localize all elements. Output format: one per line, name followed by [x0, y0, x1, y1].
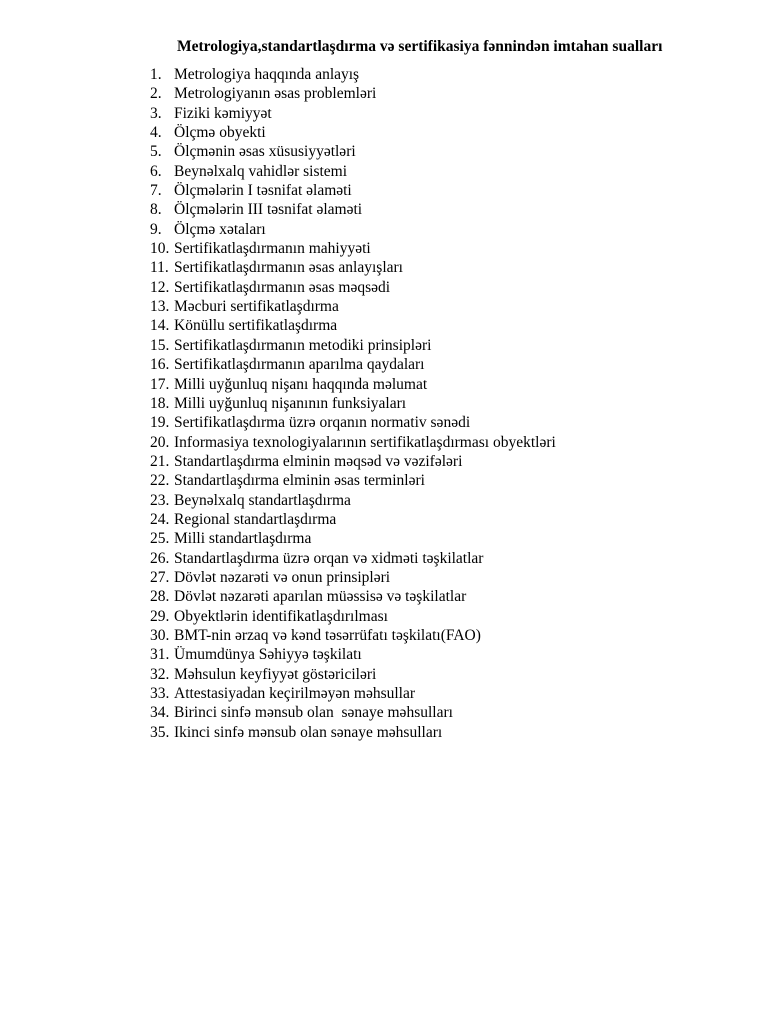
question-number: 29. [150, 607, 170, 625]
question-item [150, 413, 556, 432]
question-item [150, 104, 556, 123]
question-text: Məcburi sertifikatlaşdırma [174, 298, 339, 316]
question-number: 33. [150, 685, 170, 702]
question-text: Standartlaşdırma elminin əsas terminləri [174, 472, 425, 490]
question-text: Könüllu sertifikatlaşdırma [174, 317, 338, 335]
question-text: Beynəlxalq vahidlər sistemi [174, 162, 348, 180]
question-number: 27. [150, 568, 170, 586]
question-item [150, 84, 556, 103]
question-item [150, 200, 556, 219]
question-item [150, 645, 556, 664]
question-item [150, 162, 556, 181]
question-number: 28. [150, 588, 170, 606]
question-item [150, 433, 556, 452]
question-text: Sertifikatlaşdırmanın mahiyyəti [174, 240, 371, 258]
question-text: Metrologiyanın əsas problemləri [174, 85, 377, 103]
page-title: Metrologiya,standartlaşdırma və sertifikasiya fənnindən imtahan sualları [177, 38, 663, 55]
question-item [150, 297, 556, 316]
question-number: 10. [150, 240, 170, 258]
question-text: Standartlaşdırma elminin məqsəd və vəzifələri [174, 452, 463, 470]
question-number: 12. [150, 278, 170, 296]
question-item [150, 336, 556, 355]
question-item [150, 607, 556, 626]
question-number: 25. [150, 530, 170, 548]
question-number: 15. [150, 336, 170, 354]
question-number: 16. [150, 356, 170, 374]
question-text: Ölçmə xətaları [174, 220, 266, 238]
question-number: 24. [150, 510, 170, 528]
question-text: Milli uyğunluq nişanının funksiyaları [174, 394, 407, 412]
question-item [150, 684, 556, 703]
question-text: Attestasiyadan keçirilməyən məhsullar [174, 685, 416, 702]
question-number: 6. [150, 162, 162, 180]
question-text: Ümumdünya Səhiyyə təşkilatı [174, 646, 362, 664]
question-item [150, 258, 556, 277]
question-text: Ölçmələrin I təsnifat əlaməti [174, 182, 352, 200]
question-item [150, 375, 556, 394]
question-text: Sertifikatlaşdırmanın metodiki prinsipləri [174, 336, 432, 354]
question-item [150, 452, 556, 471]
question-text: Birinci sinfə mənsub olan sənaye məhsulları [174, 704, 453, 722]
question-number: 21. [150, 452, 170, 470]
question-text: Beynəlxalq standartlaşdırma [174, 491, 351, 509]
question-item [150, 142, 556, 161]
question-item [150, 665, 556, 684]
question-number: 9. [150, 220, 162, 238]
question-item [150, 723, 556, 742]
question-text: Milli standartlaşdırma [174, 530, 312, 548]
question-text: Sertifikatlaşdırmanın əsas anlayışları [174, 259, 403, 277]
question-item [150, 510, 556, 529]
question-number: 5. [150, 143, 162, 161]
question-number: 31. [150, 646, 170, 664]
question-number: 11. [150, 259, 169, 277]
question-number: 18. [150, 394, 170, 412]
question-number: 23. [150, 491, 170, 509]
question-number: 35. [150, 723, 170, 741]
question-item [150, 549, 556, 568]
question-item [150, 278, 556, 297]
question-text: Ölçmənin əsas xüsusiyyətləri [174, 143, 356, 161]
question-text: Sertifikatlaşdırmanın əsas məqsədi [174, 278, 391, 296]
question-item [150, 491, 556, 510]
question-number: 8. [150, 201, 162, 219]
question-number: 2. [150, 85, 162, 103]
question-text: Dövlət nəzarəti və onun prinsipləri [174, 568, 391, 586]
question-number: 13. [150, 298, 170, 316]
question-text: Ölçmə obyekti [174, 124, 266, 142]
question-item [150, 626, 556, 645]
question-text: Obyektlərin identifikatlaşdırılması [174, 607, 388, 625]
question-number: 26. [150, 549, 170, 567]
question-number: 17. [150, 375, 170, 393]
question-number: 7. [150, 182, 162, 200]
question-text: Məhsulun keyfiyyət göstəriciləri [174, 665, 377, 683]
question-number: 1. [150, 66, 162, 83]
question-item [150, 65, 556, 84]
question-number: 32. [150, 665, 170, 683]
question-text: Standartlaşdırma üzrə orqan və xidməti təşkilatlar [174, 549, 484, 567]
question-text: Sertifikatlaşdırma üzrə orqanın normativ sənədi [174, 414, 471, 432]
question-number: 20. [150, 433, 170, 451]
question-item [150, 220, 556, 239]
question-item [150, 587, 556, 606]
question-text: Regional standartlaşdırma [174, 510, 337, 528]
question-number: 3. [150, 104, 162, 122]
question-item [150, 316, 556, 335]
question-text: Dövlət nəzarəti aparılan müəssisə və təşkilatlar [174, 588, 467, 606]
question-item [150, 568, 556, 587]
question-text: Informasiya texnologiyalarının sertifikatlaşdırması obyektləri [174, 433, 556, 451]
question-text: Milli uyğunluq nişanı haqqında məlumat [174, 375, 428, 393]
question-number: 14. [150, 317, 170, 335]
question-item [150, 703, 556, 722]
question-item [150, 471, 556, 490]
question-item [150, 239, 556, 258]
question-text: Metrologiya haqqında anlayış [174, 66, 360, 83]
question-text: Ölçmələrin III təsnifat əlaməti [174, 201, 363, 219]
question-item [150, 355, 556, 374]
question-number: 19. [150, 414, 170, 432]
question-number: 4. [150, 124, 162, 142]
question-number: 34. [150, 704, 170, 722]
question-item [150, 529, 556, 548]
question-item [150, 181, 556, 200]
question-text: Ikinci sinfə mənsub olan sənaye məhsulları [174, 723, 443, 741]
question-number: 30. [150, 626, 170, 644]
question-number: 22. [150, 472, 170, 490]
question-text: BMT-nin ərzaq və kənd təsərrüfatı təşkilatı(FAO) [174, 626, 481, 644]
question-list [150, 65, 556, 742]
question-item [150, 394, 556, 413]
question-text: Sertifikatlaşdırmanın aparılma qaydaları [174, 356, 425, 374]
question-text: Fiziki kəmiyyət [174, 104, 272, 122]
question-item [150, 123, 556, 142]
